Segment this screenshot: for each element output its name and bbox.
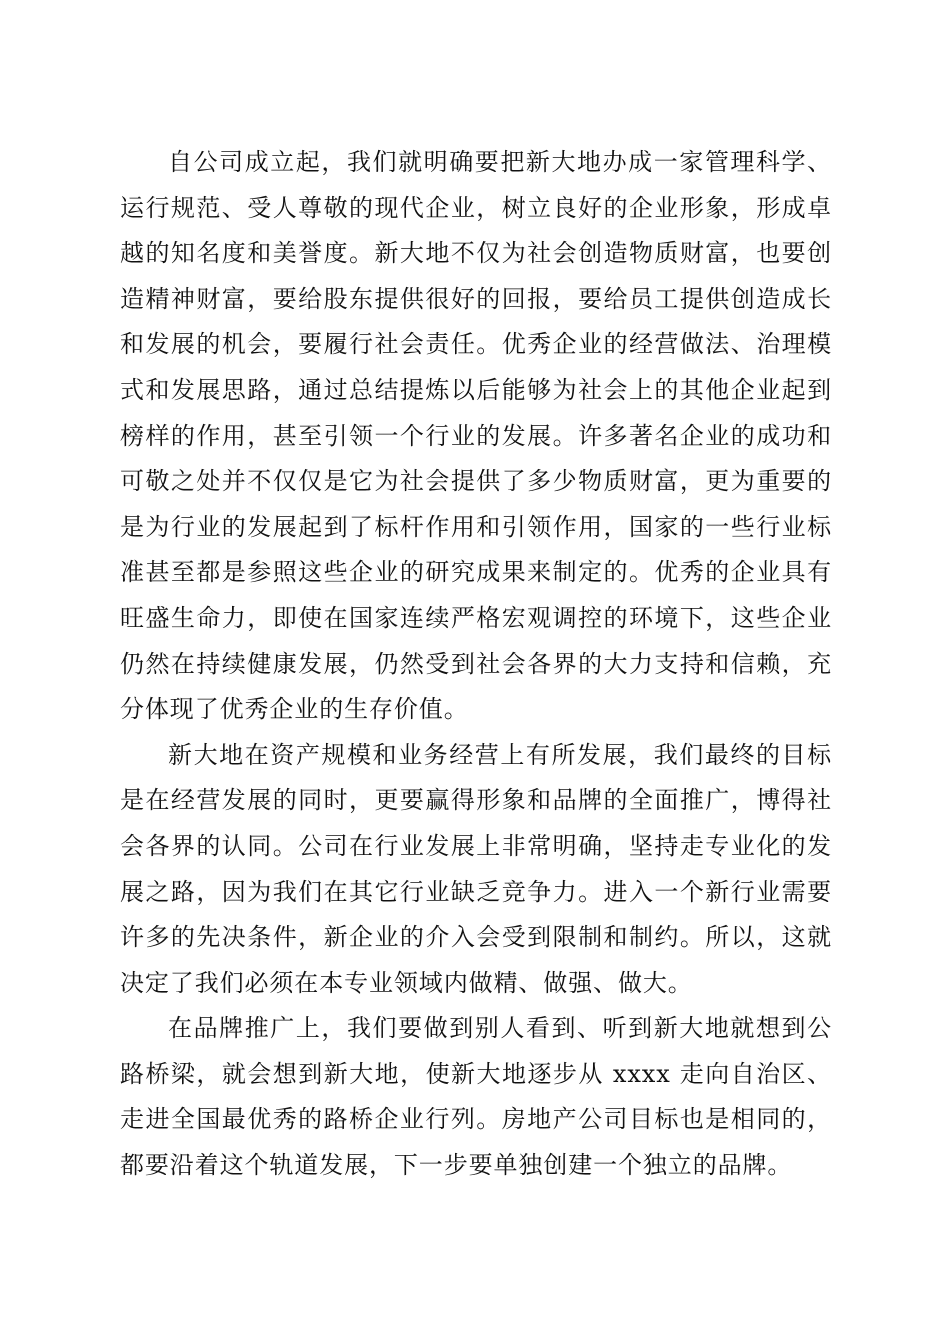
paragraph-brand-goal: 新大地在资产规模和业务经营上有所发展，我们最终的目标是在经营发展的同时，更要赢得形象和品牌的全面推广，博得社会各界的认同。公司在行业发展上非常明确，坚持走专业化的发展之路，因为我们在其它行业缺乏竞争力。进入一个新行业需要许多的先决条件，新企业的介入会受到限制和制约。所以，这就决定了我们必须在本专业领域内做精、做强、做大。 [120,740,832,997]
paragraph-brand-promotion: 在品牌推广上，我们要做到别人看到、听到新大地就想到公路桥梁，就会想到新大地，使新大地逐步从 xxxx 走向自治区、走进全国最优秀的路桥企业行列。房地产公司目标也是相同的，都要沿着这个轨道发展，下一步要单独创建一个独立的品牌。 [120,1014,832,1180]
paragraph-company-vision: 自公司成立起，我们就明确要把新大地办成一家管理科学、运行规范、受人尊敬的现代企业，树立良好的企业形象，形成卓越的知名度和美誉度。新大地不仅为社会创造物质财富，也要创造精神财富，要给股东提供很好的回报，要给员工提供创造成长和发展的机会，要履行社会责任。优秀企业的经营做法、治理模式和发展思路，通过总结提炼以后能够为社会上的其他企业起到榜样的作用，甚至引领一个行业的发展。许多著名企业的成功和可敬之处并不仅仅是它为社会提供了多少物质财富，更为重要的是为行业的发展起到了标杆作用和引领作用，国家的一些行业标准甚至都是参照这些企业的研究成果来制定的。优秀的企业具有旺盛生命力，即使在国家连续严格宏观调控的环境下，这些企业仍然在持续健康发展，仍然受到社会各界的大力支持和信赖，充分体现了优秀企业的生存价值。 [120,148,832,724]
document-body [120,140,832,1189]
